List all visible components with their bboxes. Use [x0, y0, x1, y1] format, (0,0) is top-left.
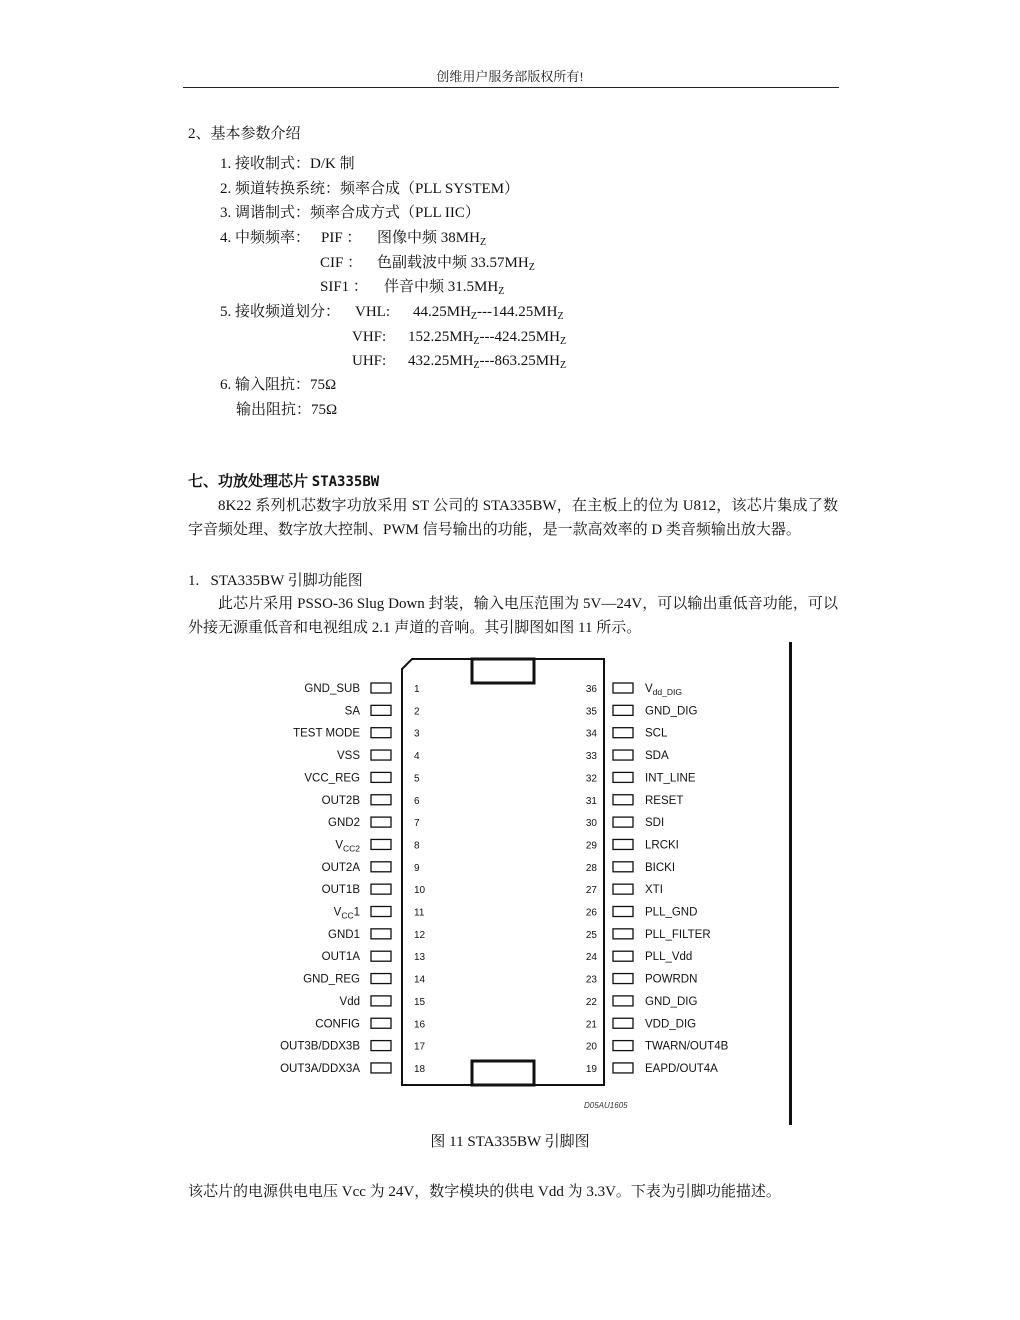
pin-label-19: EAPD/OUT4A: [645, 1062, 718, 1075]
pin-number-2: 2: [414, 706, 420, 718]
pin-label-5: VCC_REG: [304, 772, 360, 785]
pin-box-right-29: [613, 839, 633, 849]
pin-number-14: 14: [414, 974, 426, 986]
page-header: 创维用户服务部版权所有!: [436, 69, 584, 84]
pin-box-left-13: [371, 951, 391, 961]
pin-number-13: 13: [414, 952, 426, 964]
param-text: 调谐制式：频率合成方式（PLL IIC）: [235, 205, 480, 221]
pin-label-3: TEST MODE: [293, 727, 360, 740]
pin-label-9: OUT2A: [321, 861, 360, 874]
pin-label-26: PLL_GND: [645, 906, 698, 919]
pin-label-1: GND_SUB: [304, 683, 360, 695]
pin-number-24: 24: [585, 952, 597, 964]
pin-label-14: GND_REG: [303, 973, 360, 986]
param-num: 2.: [220, 181, 232, 197]
pin-label-13: OUT1A: [321, 951, 360, 964]
params-heading: 2、基本参数介绍: [188, 126, 301, 142]
if-desc: 图像中频: [377, 230, 438, 246]
pin-number-8: 8: [414, 840, 420, 852]
chip-body: [402, 659, 604, 1085]
param-text: 频道转换系统：频率合成（PLL SYSTEM）: [235, 181, 520, 197]
pin-label-11: $V_{CC}1$: [333, 906, 360, 921]
pin-box-right-36: [613, 683, 633, 693]
pin-box-right-34: [613, 728, 633, 738]
pin-box-left-5: [371, 772, 391, 782]
pin-number-15: 15: [414, 996, 426, 1008]
pin-label-12: GND1: [328, 928, 360, 941]
band-unit: Z: [473, 360, 480, 371]
pin-box-left-3: [371, 728, 391, 738]
pin-number-25: 25: [585, 929, 597, 941]
band-unit: Z: [559, 336, 567, 347]
pin-number-3: 3: [414, 728, 420, 740]
pin-box-left-8: [371, 839, 391, 849]
pin-number-5: 5: [414, 773, 420, 785]
pin-label-35: GND_DIG: [645, 705, 698, 718]
pin-box-left-6: [371, 795, 391, 805]
pin-label-27: XTI: [645, 884, 663, 897]
pin-number-29: 29: [585, 840, 597, 852]
band-high: 424.25MH: [494, 329, 560, 345]
if-name: CIF ：: [320, 255, 363, 271]
pin-label-31: RESET: [645, 794, 684, 807]
pin-number-4: 4: [414, 751, 420, 763]
pin-label-4: VSS: [336, 750, 360, 763]
band-name: VHF:: [352, 329, 387, 345]
pin-label-21: VDD_DIG: [645, 1018, 697, 1031]
chip-slug-top: [472, 659, 534, 683]
pin-label-2: SA: [344, 705, 360, 718]
band-low: 44.25MH: [413, 304, 471, 320]
section-heading-prefix: 七、功放处理芯片: [188, 474, 312, 490]
pin-label-7: GND2: [328, 817, 360, 830]
pin-box-left-11: [371, 907, 391, 917]
pin-box-right-35: [613, 705, 633, 715]
pin-number-34: 34: [585, 728, 597, 740]
section-heading-chip: STA335BW: [311, 474, 380, 490]
pin-label-23: POWRDN: [645, 973, 698, 986]
pin-box-right-28: [613, 862, 633, 872]
pin-label-10: OUT1B: [321, 884, 360, 897]
pin-label-32: INT_LINE: [645, 772, 696, 785]
closing-paragraph: 该芯片的电源供电电压 Vcc 为 24V，数字模块的供电 Vdd 为 3.3V。下表为引脚功能描述。: [188, 1184, 781, 1200]
band-unit: Z: [470, 311, 478, 322]
pin-number-7: 7: [414, 818, 420, 830]
section-paragraph-2: 此芯片采用 PSSO-36 Slug Down 封装，输入电压范围为 5V—24V，可以输出重低音功能，可以外接无源重低音和电视组成 2.1 声道的音响。其引脚图如图 11 所示。: [188, 596, 838, 636]
band-sep: ---: [479, 329, 495, 345]
pin-label-6: OUT2B: [321, 794, 360, 807]
pin-label-8: $V_{CC2}$: [335, 839, 360, 854]
pin-number-1: 1: [414, 684, 420, 695]
param-num: 3.: [220, 205, 232, 221]
pin-box-right-24: [613, 951, 633, 961]
pin-number-27: 27: [585, 885, 597, 897]
pin-number-33: 33: [585, 751, 597, 763]
pin-box-right-30: [613, 817, 633, 827]
band-name: VHL:: [355, 304, 390, 320]
impedance-output: 输出阻抗：75Ω: [236, 402, 338, 418]
pin-label-16: CONFIG: [315, 1018, 360, 1031]
pin-box-left-1: [371, 683, 391, 693]
pin-number-23: 23: [585, 974, 597, 986]
pin-number-35: 35: [585, 706, 597, 718]
band-unit: Z: [557, 311, 564, 322]
if-value: 31.5MH: [447, 279, 499, 295]
figure-caption: 图 11 STA335BW 引脚图: [430, 1134, 590, 1150]
pin-box-right-20: [613, 1041, 633, 1051]
pin-number-12: 12: [414, 929, 426, 941]
pin-number-16: 16: [414, 1019, 426, 1031]
pin-box-left-14: [371, 974, 391, 984]
pin-box-right-33: [613, 750, 633, 760]
pin-box-left-4: [371, 750, 391, 760]
pin-label-20: TWARN/OUT4B: [645, 1040, 729, 1053]
pin-label-22: GND_DIG: [645, 995, 698, 1008]
pin-label-36: $V_{dd\_DIG}$: [645, 683, 682, 697]
pin-number-17: 17: [414, 1041, 426, 1053]
band-low: 432.25MH: [408, 353, 474, 369]
if-name: PIF ：: [321, 230, 362, 246]
pin-number-11: 11: [414, 907, 425, 919]
pin-label-18: OUT3A/DDX3A: [280, 1062, 360, 1075]
sub-title: STA335BW 引脚功能图: [210, 573, 363, 589]
pin-box-right-19: [613, 1063, 633, 1073]
pin-label-30: SDI: [645, 817, 665, 830]
pin-number-18: 18: [414, 1063, 426, 1075]
pin-number-26: 26: [585, 907, 597, 919]
param-num: 1.: [220, 156, 232, 172]
chip-slug-bottom: [472, 1061, 534, 1085]
band-high: 144.25MH: [492, 304, 558, 320]
if-unit: Z: [498, 286, 505, 297]
band-sep: ---: [477, 304, 493, 320]
pin-box-right-31: [613, 795, 633, 805]
pin-number-36: 36: [585, 684, 597, 695]
pin-number-21: 21: [585, 1019, 597, 1031]
if-desc: 伴音中频: [384, 279, 445, 295]
if-unit: Z: [479, 237, 487, 248]
pin-box-right-23: [613, 974, 633, 984]
pin-box-right-21: [613, 1018, 633, 1028]
pin-label-25: PLL_FILTER: [645, 928, 711, 941]
pin-number-6: 6: [414, 795, 420, 807]
pin-number-19: 19: [585, 1063, 597, 1075]
pin-box-right-26: [613, 907, 633, 917]
param-num: 6.: [220, 377, 232, 393]
sub-num: 1.: [188, 573, 200, 589]
pin-number-22: 22: [585, 996, 597, 1008]
pin-group: [280, 683, 728, 1075]
param-num: 4.: [220, 230, 232, 246]
band-unit: Z: [559, 360, 567, 371]
pin-box-left-9: [371, 862, 391, 872]
pin-box-right-32: [613, 772, 633, 782]
if-value: 38MH: [440, 230, 480, 246]
band-name: UHF:: [352, 353, 387, 369]
band-unit: Z: [473, 336, 480, 347]
pin-label-24: PLL_Vdd: [645, 951, 693, 964]
pin-number-32: 32: [585, 773, 597, 785]
pin-number-28: 28: [585, 862, 597, 874]
pin-box-left-10: [371, 884, 391, 894]
band-sep: ---: [479, 353, 495, 369]
pin-label-28: BICKI: [645, 861, 676, 874]
pin-label-34: SCL: [645, 727, 668, 740]
pin-box-right-27: [613, 884, 633, 894]
band-low: 152.25MH: [408, 329, 474, 345]
pin-number-31: 31: [585, 795, 597, 807]
pin-box-left-17: [371, 1041, 391, 1051]
pin-box-left-15: [371, 996, 391, 1006]
if-name: SIF1 ：: [320, 279, 368, 295]
pin-label-17: OUT3B/DDX3B: [280, 1040, 360, 1053]
pin-number-10: 10: [414, 885, 426, 897]
pin-box-right-25: [613, 929, 633, 939]
if-unit: Z: [528, 262, 535, 273]
pin-box-left-12: [371, 929, 391, 939]
pin-box-left-18: [371, 1063, 391, 1073]
param-label: 中频频率：: [235, 230, 311, 246]
if-value: 33.57MH: [470, 255, 529, 271]
pin-label-29: LRCKI: [645, 839, 679, 852]
impedance-input: 输入阻抗：75Ω: [235, 377, 337, 393]
pin-box-left-16: [371, 1018, 391, 1028]
param-num: 5.: [220, 304, 232, 320]
pin-box-right-22: [613, 996, 633, 1006]
if-desc: 色副载波中频: [377, 255, 468, 271]
pin-number-20: 20: [585, 1041, 597, 1053]
param-label: 接收频道划分：: [235, 304, 341, 320]
figure-code: D05AU1605: [584, 1101, 628, 1110]
pin-box-left-2: [371, 705, 391, 715]
pin-number-30: 30: [585, 818, 597, 830]
band-high: 863.25MH: [494, 353, 560, 369]
pin-number-9: 9: [414, 862, 420, 874]
pin-label-33: SDA: [645, 750, 669, 763]
pin-box-left-7: [371, 817, 391, 827]
pin-label-15: Vdd: [339, 995, 360, 1008]
param-text: 接收制式：D/K 制: [235, 156, 355, 172]
section-paragraph-1: 8K22 系列机芯数字功放采用 ST 公司的 STA335BW，在主板上的位为 U812，该芯片集成了数字音频处理、数字放大控制、PWM 信号输出的功能，是一款高效率的 D 类音频输出放大器。: [188, 498, 838, 538]
